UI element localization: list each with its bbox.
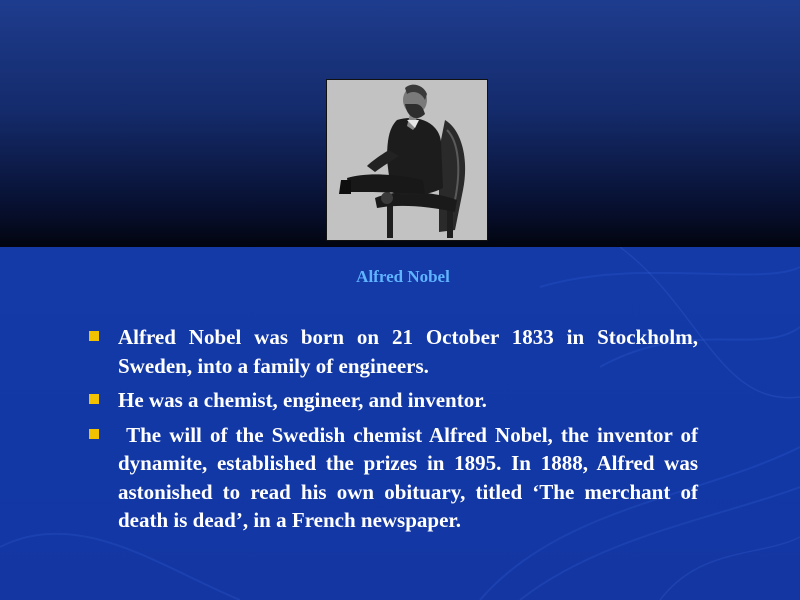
bullet-square-icon: [89, 394, 99, 404]
bullet-text: He was a chemist, engineer, and inventor.: [118, 388, 487, 412]
bullet-item-profession: [0, 386, 800, 415]
bullet-text: The will of the Swedish chemist Alfred Nobel, the inventor of dynamite, established the prizes in 1895. In 1888, Alfred was astonished to read his own obituary, titled ‘The merchant of death is dead’, in a French newspaper.: [118, 422, 704, 532]
bullet-text: Alfred Nobel was born on 21 October 1833 in Stockholm, Sweden, into a family of engineers.: [118, 325, 704, 378]
bullet-square-icon: [89, 331, 99, 341]
bullet-item-will: [0, 421, 800, 535]
bullet-square-icon: [89, 429, 99, 439]
portrait-caption: Alfred Nobel: [356, 267, 450, 286]
alfred-nobel-portrait: [327, 80, 487, 240]
bullet-list: [0, 323, 800, 541]
bullet-item-birth: [0, 323, 800, 380]
